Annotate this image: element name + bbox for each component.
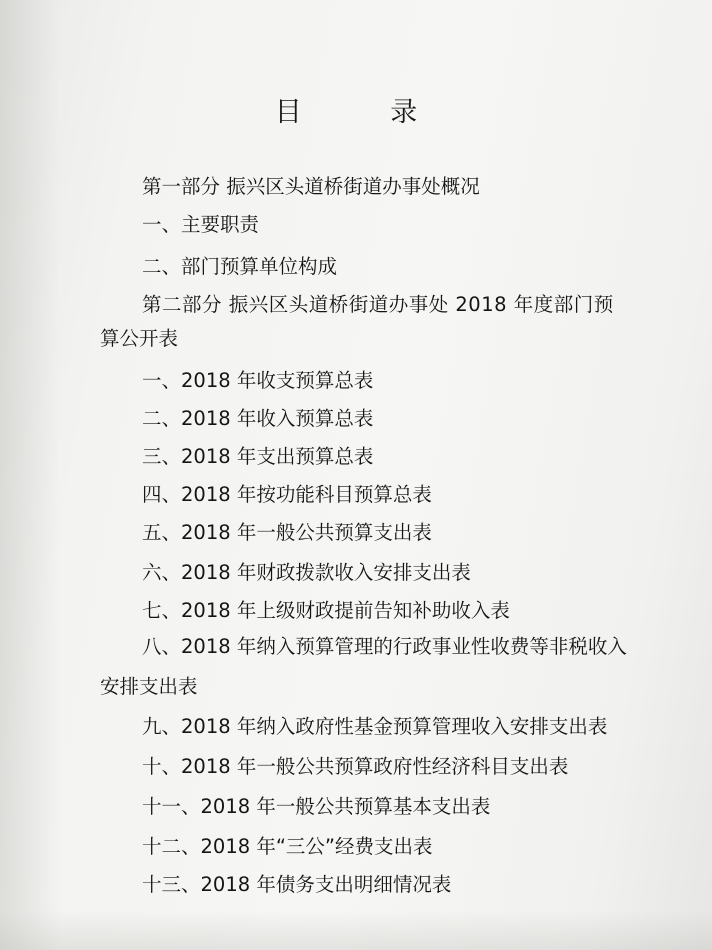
toc-item-2-10: 十、2018 年一般公共预算政府性经济科目支出表 bbox=[142, 755, 569, 778]
toc-item-2-13: 十三、2018 年债务支出明细情况表 bbox=[142, 873, 452, 896]
toc-item-2-7: 七、2018 年上级财政提前告知补助收入表 bbox=[142, 599, 510, 622]
toc-item-2-8-continued: 安排支出表 bbox=[100, 675, 198, 698]
toc-part-1: 第一部分 振兴区头道桥街道办事处概况 bbox=[142, 175, 480, 198]
toc-item-1-1: 一、主要职责 bbox=[142, 213, 260, 236]
page-title: 目 录 bbox=[274, 97, 458, 128]
toc-part-2-continued: 算公开表 bbox=[100, 327, 179, 350]
toc-item-1-2: 二、部门预算单位构成 bbox=[142, 255, 338, 278]
toc-item-2-6: 六、2018 年财政拨款收入安排支出表 bbox=[142, 561, 471, 584]
toc-item-2-4: 四、2018 年按功能科目预算总表 bbox=[142, 483, 432, 506]
toc-item-2-12: 十二、2018 年“三公”经费支出表 bbox=[142, 835, 433, 858]
toc-item-2-9: 九、2018 年纳入政府性基金预算管理收入安排支出表 bbox=[142, 715, 608, 738]
toc-item-2-8: 八、2018 年纳入预算管理的行政事业性收费等非税收入 bbox=[142, 635, 627, 658]
toc-item-2-11: 十一、2018 年一般公共预算基本支出表 bbox=[142, 795, 491, 818]
page-shadow-left bbox=[0, 0, 60, 950]
toc-part-2: 第二部分 振兴区头道桥街道办事处 2018 年度部门预 bbox=[142, 293, 614, 316]
toc-item-2-3: 三、2018 年支出预算总表 bbox=[142, 445, 374, 468]
page-shadow-bottom bbox=[0, 910, 712, 950]
toc-item-2-1: 一、2018 年收支预算总表 bbox=[142, 369, 374, 392]
toc-item-2-2: 二、2018 年收入预算总表 bbox=[142, 407, 374, 430]
toc-item-2-5: 五、2018 年一般公共预算支出表 bbox=[142, 521, 432, 544]
